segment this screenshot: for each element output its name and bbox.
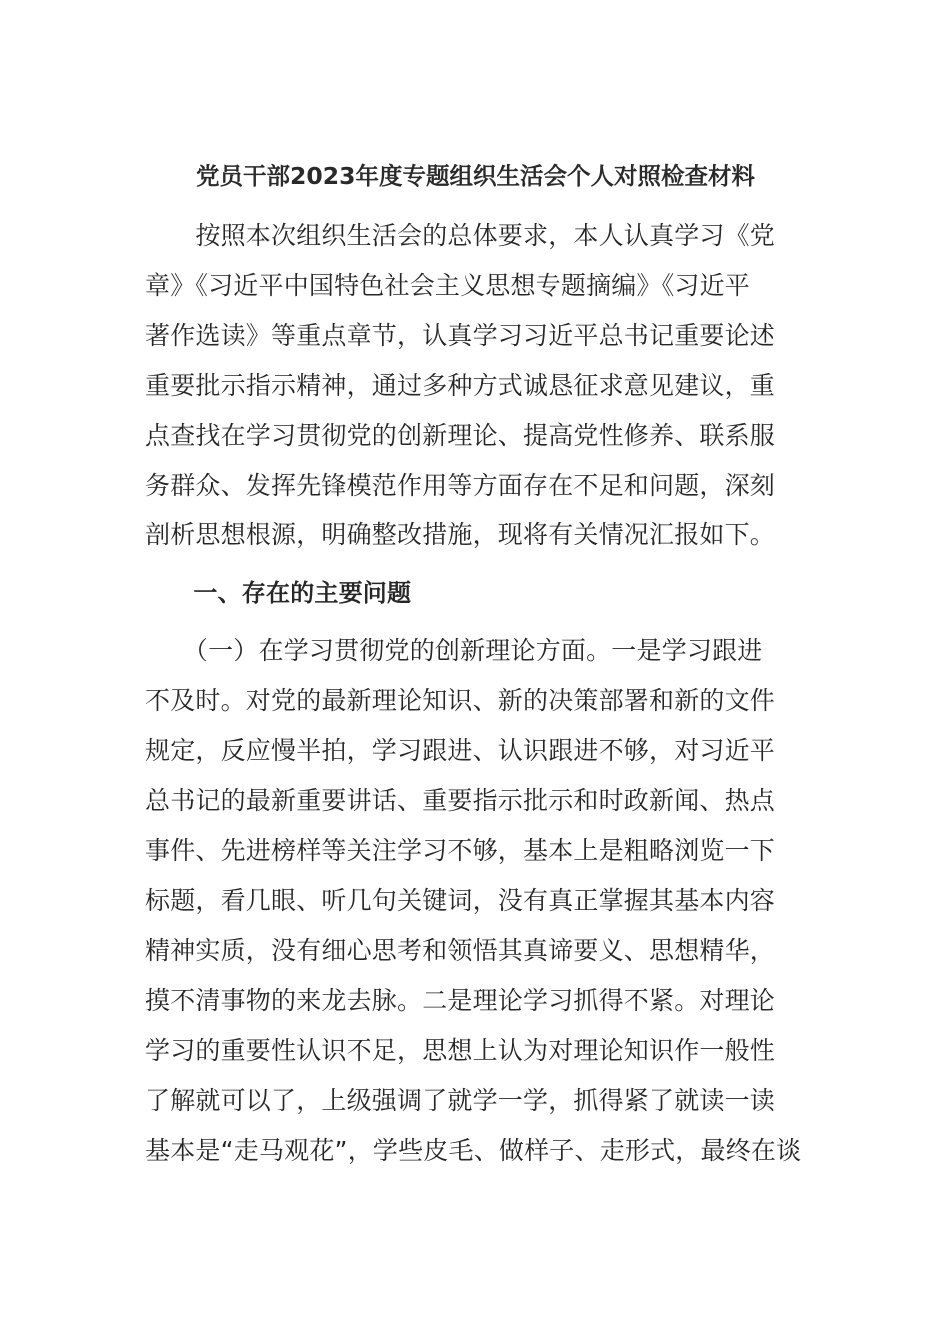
intro-line-7: 剖析思想根源，明确整改措施，现将有关情况汇报如下。 (145, 520, 776, 549)
intro-line-6: 务群众、发挥先锋模范作用等方面存在不足和问题，深刻 (145, 471, 776, 500)
section-heading: 一、存在的主要问题 (145, 579, 412, 607)
intro-line-4: 重要批示指示精神，通过多种方式诚恳征求意见建议，重 (145, 371, 776, 400)
intro-line-3: 著作选读》等重点章节，认真学习习近平总书记重要论述 (145, 321, 776, 350)
section1-line-4: 总书记的最新重要讲话、重要指示批示和时政新闻、热点 (145, 786, 776, 815)
section1-line-8: 摸不清事物的来龙去脉。二是理论学习抓得不紧。对理论 (145, 986, 776, 1015)
section1-line-10: 了解就可以了，上级强调了就学一学，抓得紧了就读一读 (145, 1086, 776, 1115)
section1-line-9: 学习的重要性认识不足，思想上认为对理论知识作一般性 (145, 1036, 776, 1065)
section1-line-2: 不及时。对党的最新理论知识、新的决策部署和新的文件 (145, 686, 776, 715)
section1-line-3: 规定，反应慢半拍，学习跟进、认识跟进不够，对习近平 (145, 736, 776, 765)
section1-line-5: 事件、先进榜样等关注学习不够，基本上是粗略浏览一下 (145, 836, 776, 865)
intro-line-2: 章》《习近平中国特色社会主义思想专题摘编》《习近平 (145, 271, 751, 300)
intro-line-1: 按照本次组织生活会的总体要求，本人认真学习《党 (145, 221, 776, 250)
intro-line-5: 点查找在学习贯彻党的创新理论、提高党性修养、联系服 (145, 421, 776, 450)
section1-line-11: 基本是“走马观花”，学些皮毛、做样子、走形式，最终在谈 (145, 1136, 802, 1165)
document-title: 党员干部2023年度专题组织生活会个人对照检查材料 (196, 162, 755, 190)
section1-line-1: （一）在学习贯彻党的创新理论方面。一是学习跟进 (145, 636, 763, 665)
section1-line-6: 标题，看几眼、听几句关键词，没有真正掌握其基本内容 (145, 886, 776, 915)
section1-line-7: 精神实质，没有细心思考和领悟其真谛要义、思想精华， (145, 936, 776, 965)
